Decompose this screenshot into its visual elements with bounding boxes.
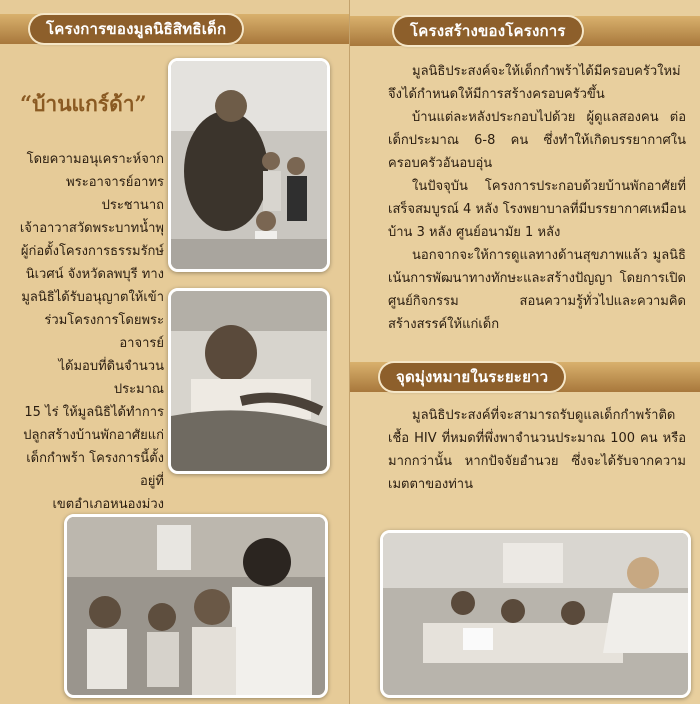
section-title-goal: จุดมุ่งหมายในระยะยาว bbox=[380, 363, 564, 391]
left-paragraph bbox=[14, 148, 164, 562]
photo-monk-with-children bbox=[168, 58, 330, 272]
left-paragraph-line: มูลนิธิได้รับอนุญาตให้เข้า bbox=[21, 290, 164, 305]
structure-paragraphs bbox=[388, 60, 686, 336]
photo-sick-child bbox=[168, 288, 330, 474]
left-paragraph-line: เด็กกำพร้า โครงการนี้ตั้งอยู่ที่ bbox=[26, 451, 164, 489]
paragraph-1: มูลนิธิประสงค์จะให้เด็กกำพร้าได้มีครอบครัวใหม่ จึงได้กำหนดให้มีการสร้างครอบครัวขึ้น bbox=[388, 64, 681, 102]
goal-paragraph bbox=[388, 404, 686, 496]
section-title-right: โครงสร้างของโครงการ bbox=[394, 17, 582, 45]
right-page bbox=[350, 0, 700, 704]
paragraph-3: ในปัจจุบัน โครงการประกอบด้วยบ้านพักอาศัยที่เสร็จสมบูรณ์ 4 หลัง โรงพยาบาลที่มีบรรยากาศเหมือนบ้าน 3 หลัง ศูนย์อนามัย 1 หลัง bbox=[388, 179, 686, 240]
left-paragraph-line: เจ้าอาวาสวัดพระบาทน้ำพุ bbox=[19, 221, 164, 236]
left-paragraph-line: ร่วมโครงการโดยพระอาจารย์ bbox=[44, 313, 164, 351]
left-paragraph-line: เขตอำเภอหนองม่วง bbox=[52, 497, 164, 512]
project-name: “บ้านแกร์ด้า” bbox=[20, 91, 147, 116]
paragraph-2: บ้านแต่ละหลังประกอบไปด้วย ผู้ดูแลสองคน ต่อเด็กประมาณ 6-8 คน ซึ่งทำให้เกิดบรรยากาศในครอบครัวอันอบอุ่น bbox=[388, 110, 686, 171]
left-paragraph-line: ได้มอบที่ดินจำนวนประมาณ bbox=[58, 359, 164, 397]
photo-children-activity bbox=[380, 530, 691, 698]
left-paragraph-line: โดยความอนุเคราะห์จาก bbox=[26, 152, 164, 167]
left-paragraph-line: ผู้ก่อตั้งโครงการธรรมรักษ์ bbox=[20, 244, 164, 259]
left-paragraph-line: นิเวศน์ จังหวัดลพบุรี ทาง bbox=[25, 267, 164, 282]
photo-caregiver-with-children bbox=[64, 514, 328, 698]
section-title-left: โครงการของมูลนิธิสิทธิเด็ก bbox=[30, 15, 242, 43]
paragraph-4: นอกจากจะให้การดูแลทางด้านสุขภาพแล้ว มูลนิธิเน้นการพัฒนาทางทักษะและสร้างปัญญา โดยการเปิดศูนย์กิจกรรม สอนความรู้ทั่วไปและความคิดสร้างสรรค์ให้แก่เด็ก bbox=[388, 248, 686, 332]
left-paragraph-line: ปลูกสร้างบ้านพักอาศัยแก่ bbox=[23, 428, 164, 443]
goal-text: มูลนิธิประสงค์ที่จะสามารถรับดูแลเด็กกำพร้าติดเชื้อ HIV ที่หมดที่พึ่งพาจำนวนประมาณ 100 คน หรือมากกว่านั้น หากปัจจัยอำนวย ซึ่งจะได้รับจากความเมตตาของท่าน bbox=[388, 408, 686, 492]
left-paragraph-line: พระอาจารย์อาทรประชานาถ bbox=[66, 175, 164, 213]
left-paragraph-line: 15 ไร่ ให้มูลนิธิได้ทำการ bbox=[24, 405, 164, 420]
